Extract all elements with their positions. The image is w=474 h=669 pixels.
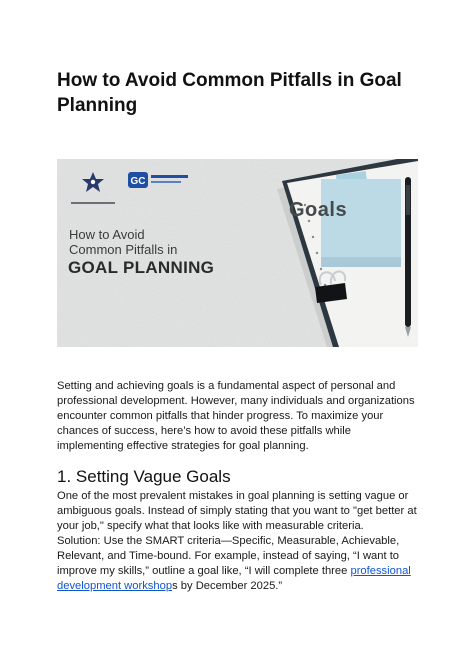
- line-text: s by December 2025.”: [172, 580, 283, 592]
- hero-text-line-2: Common Pitfalls in: [69, 242, 178, 257]
- line-text: improve my skills,” outline a goal like, “I will complete three: [57, 565, 351, 577]
- hero-text-line-3: GOAL PLANNING: [68, 258, 215, 277]
- intro-line: chances of success, here’s how to avoid these pitfalls while: [57, 425, 351, 437]
- professional-development-link-continued[interactable]: development workshop: [57, 580, 173, 592]
- section-line: One of the most prevalent mistakes in goal planning is setting vague or: [57, 490, 409, 502]
- section-heading: 1. Setting Vague Goals: [57, 467, 231, 486]
- section-line: ambiguous goals. Instead of simply stating that you want to "get better at: [57, 505, 417, 517]
- star-logo-icon: [79, 171, 107, 193]
- notebook-illustration: [237, 159, 418, 347]
- intro-line: professional development. However, many individuals and organizations: [57, 395, 415, 407]
- section-line: your job," specify what that looks like with measurable criteria.: [57, 520, 364, 532]
- section-line-with-link: [57, 579, 427, 594]
- professional-development-link[interactable]: professional: [350, 565, 411, 577]
- hero-image: [57, 159, 418, 347]
- svg-text:GC: GC: [130, 176, 146, 187]
- hero-text-line-1: How to Avoid: [69, 227, 145, 242]
- section-paragraph: [57, 489, 427, 594]
- intro-line: implementing effective strategies for goal planning.: [57, 440, 309, 452]
- title-line-2: Planning: [57, 95, 138, 116]
- gc-logo-icon: [128, 172, 190, 188]
- sticky-note: [321, 179, 401, 267]
- title-line-1: How to Avoid Common Pitfalls in Goal: [57, 70, 402, 91]
- page-title: [57, 68, 437, 118]
- sticky-note-text: Goals: [289, 199, 348, 221]
- section-line: Relevant, and Time-bound. For example, instead of saying, “I want to: [57, 550, 400, 562]
- intro-line: Setting and achieving goals is a fundamental aspect of personal and: [57, 380, 396, 392]
- logo-caption: [71, 192, 115, 196]
- section-line: Solution: Use the SMART criteria—Specific, Measurable, Achievable,: [57, 535, 400, 547]
- intro-line: encounter common pitfalls that hinder progress. To maximize your: [57, 410, 384, 422]
- section-line-with-link: [57, 564, 427, 579]
- intro-paragraph: [57, 379, 427, 454]
